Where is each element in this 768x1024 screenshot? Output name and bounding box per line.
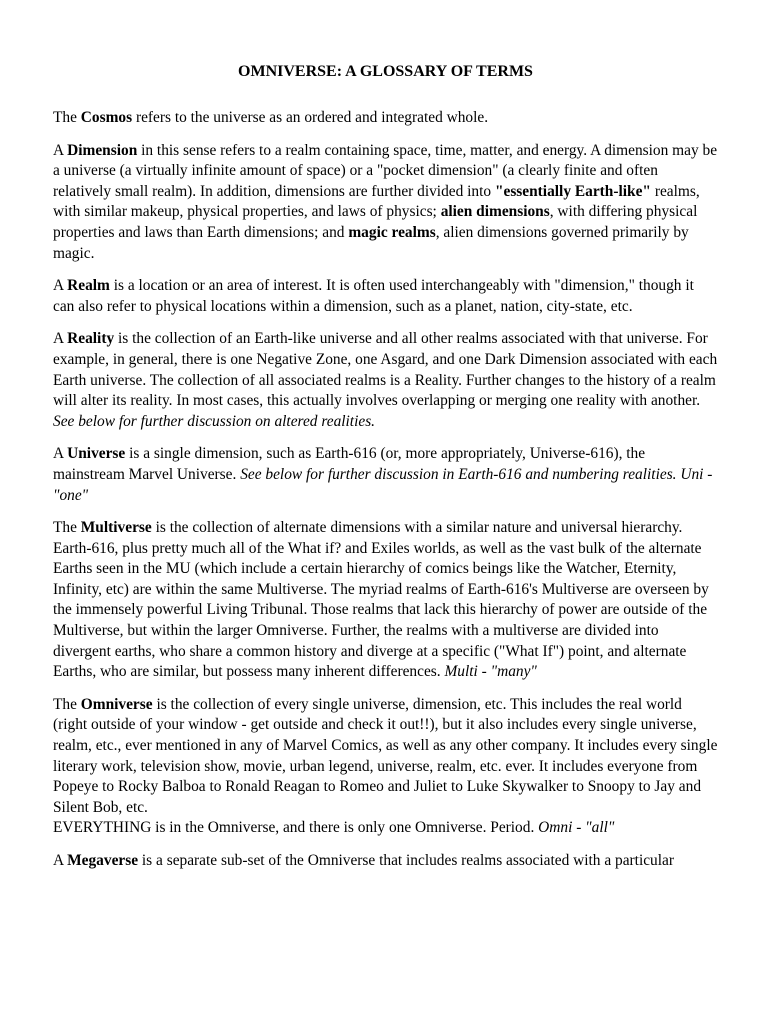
glossary-paragraph [53,276,718,317]
glossary-paragraph [53,518,718,683]
paragraph-text: is the collection of alternate dimensions with a similar nature and universal hierarchy. Earth-616, plus pretty much all of the What if? and Exiles worlds, as well as the vast bulk of the alternate Earths seen in the MU (which include a certain hierarchy of comics beings like the Watcher, Eternity, Infinity, etc) are within the same Multiverse. The myriad realms of Earth-616's Multiverse are overseen by the immensely powerful Living Tribunal. Those realms that lack this hierarchy of power are outside of the Multiverse, but within the larger Omniverse. Further, the realms with a multiverse are divided into divergent earths, who share a common history and diverge at a specific ("What If") point, and alternate Earths, who are similar, but possess many inherent differences. [53,519,709,681]
defined-term: Cosmos [80,109,133,126]
italic-note: Multi - "many" [444,663,537,681]
glossary-paragraph [53,444,718,506]
defined-term: Megaverse [67,852,139,869]
paragraph-text: A [53,852,68,869]
defined-term: Realm [67,277,110,295]
italic-note: Omni - "all" [538,819,615,837]
defined-term: Reality [67,330,115,348]
defined-term: Multiverse [80,519,152,537]
paragraph-text: is a location or an area of interest. It is often used interchangeably with "dimension," though it can also refer to physical locations within a dimension, such as a planet, nation, city-state, etc. [53,277,694,315]
glossary-paragraph [53,108,718,129]
paragraph-text: The [53,109,81,126]
document-page [53,60,718,884]
paragraph-text: in this sense refers to a realm containing space, time, matter, and energy. A dimension may be a universe (a virtually infinite amount of space) or a "pocket dimension" (a clearly finite and often relatively small realm). In addition, dimensions are further divided into [53,141,718,200]
document-body [53,108,718,872]
paragraph-text: is the collection of an Earth-like universe and all other realms associated with that universe. For example, in general, there is one Negative Zone, one Asgard, and one Dark Dimension associated with each Earth universe. The collection of all associated realms is a Reality. Further changes to the history of a realm will alter its reality. In most cases, this actually involves overlapping or merging one reality with another. [53,330,718,410]
glossary-paragraph [53,141,718,265]
paragraph-text: The [53,695,81,713]
glossary-paragraph [53,851,718,872]
defined-term: alien dimensions [440,203,550,221]
defined-term: magic realms [348,223,436,241]
paragraph-text: The [53,519,81,537]
paragraph-text: is the collection of every single universe, dimension, etc. This includes the real world (right outside of your window - get outside and check it out!!), but it also includes every single universe, realm, etc., ever mentioned in any of Marvel Comics, as well as any other company. It includes every single literary work, television show, movie, urban legend, universe, realm, etc. ever. It includes everyone from Popeye to Rocky Balboa to Ronald Reagan to Romeo and Juliet to Luke Skywalker to Snoopy to Jay and Silent Bob, etc. [53,695,718,816]
defined-term: "essentially Earth-like" [494,182,651,200]
paragraph-text: A [53,277,68,295]
paragraph-text: is a single dimension, such as Earth-616 (or, more appropriately, Universe-616), the mainstream Marvel Universe. [53,445,646,483]
defined-term: Universe [67,445,126,463]
paragraph-text: A [53,330,68,348]
document-title: OMNIVERSE: A GLOSSARY OF TERMS [238,63,533,80]
paragraph-text: A [53,445,68,463]
italic-note: See below for further discussion in Earth-616 and numbering realities. Uni - "one" [53,465,713,504]
paragraph-text: EVERYTHING is in the Omniverse, and there is only one Omniverse. Period. [53,819,539,837]
paragraph-text: , alien dimensions governed primarily by magic. [53,223,689,262]
paragraph-text: realms, with similar makeup, physical properties, and laws of physics; [53,182,700,221]
defined-term: Dimension [67,141,138,159]
paragraph-text: is a separate sub-set of the Omniverse that includes realms associated with a particular [138,852,674,869]
italic-note: See below for further discussion on altered realities. [53,412,376,430]
paragraph-text: , with differing physical properties and laws than Earth dimensions; and [53,203,698,241]
glossary-paragraph [53,329,718,432]
paragraph-text: A [53,141,68,159]
defined-term: Omniverse [80,695,153,713]
paragraph-text: refers to the universe as an ordered and integrated whole. [132,109,489,126]
glossary-paragraph [53,695,718,839]
